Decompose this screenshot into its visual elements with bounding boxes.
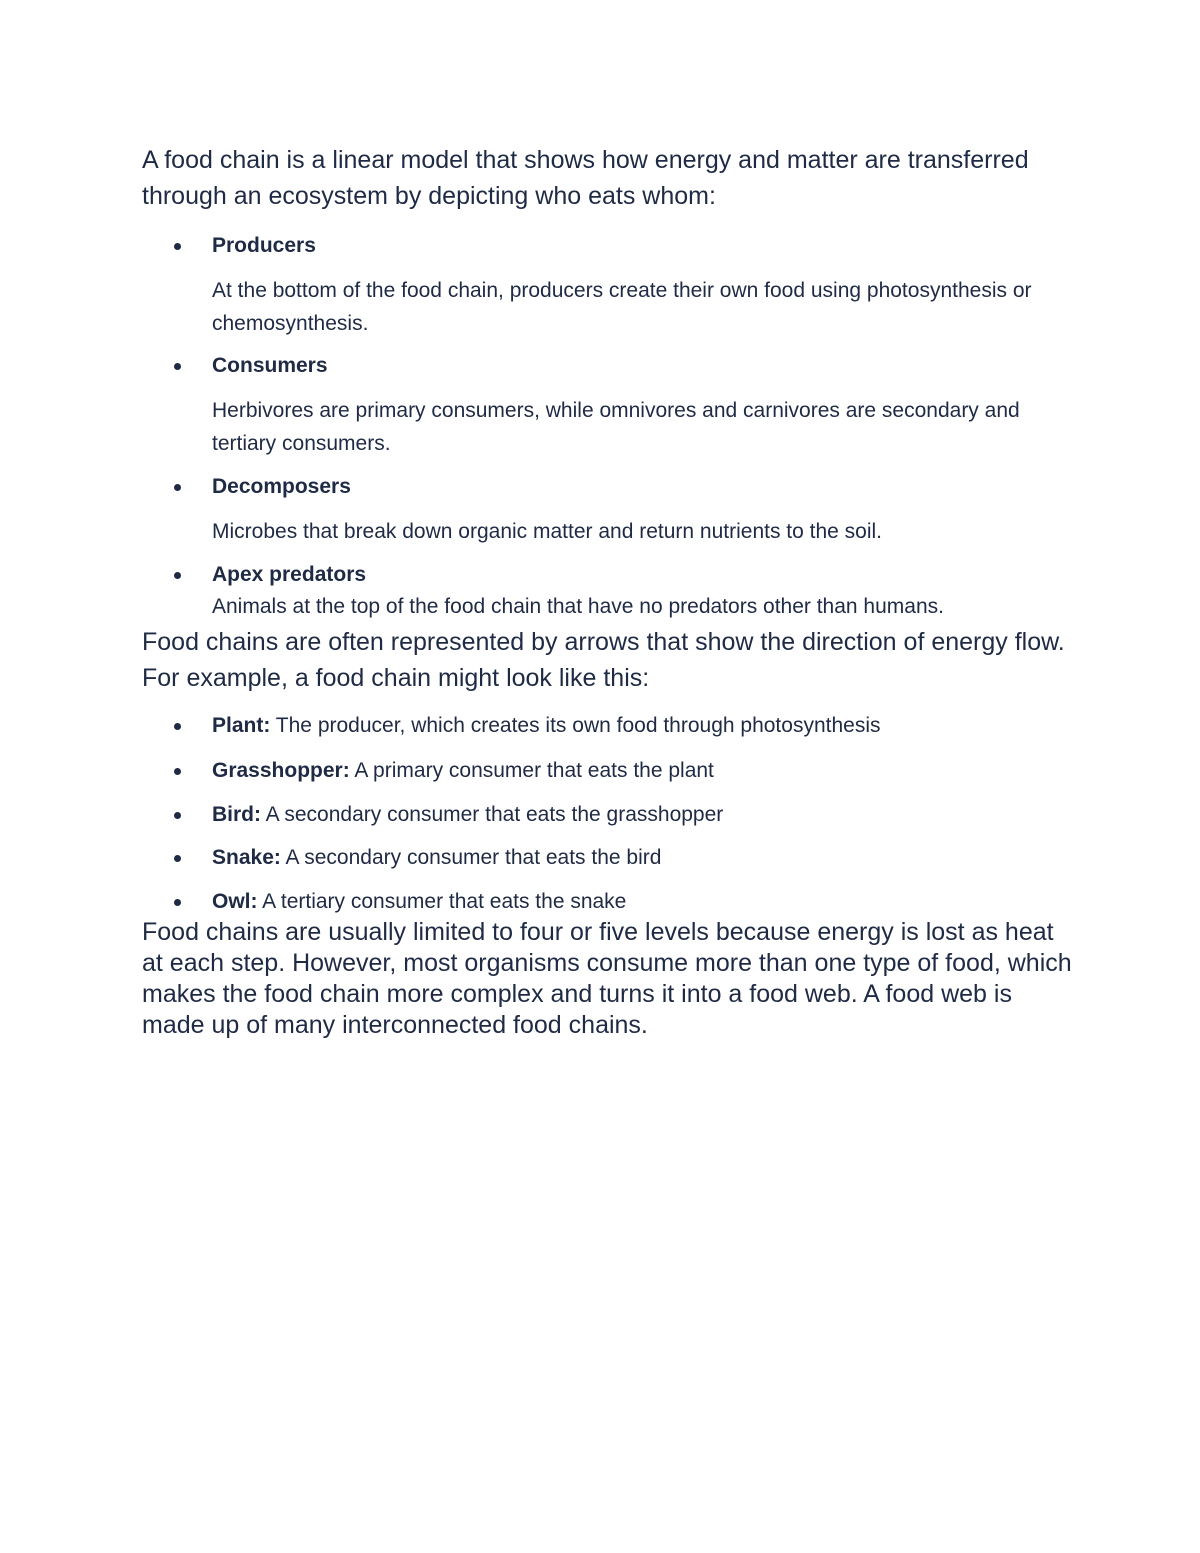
example-description: The producer, which creates its own food through photosynthesis <box>270 714 881 737</box>
bullet-icon <box>174 812 181 819</box>
example-text <box>212 755 714 787</box>
example-description: A primary consumer that eats the plant <box>349 759 714 782</box>
example-text <box>212 710 880 742</box>
example-description: A tertiary consumer that eats the snake <box>257 890 627 913</box>
term-title: Producers <box>212 234 316 257</box>
term-description: Animals at the top of the food chain that have no predators other than humans. <box>212 595 944 618</box>
term-description: Herbivores are primary consumers, while omnivores and carnivores are secondary and tertiary consumers. <box>212 399 1020 455</box>
bullet-icon <box>174 484 181 491</box>
term-description: At the bottom of the food chain, producers create their own food using photosynthesis or chemosynthesis. <box>212 279 1032 335</box>
conclusion-paragraph: Food chains are usually limited to four or five levels because energy is lost as heat at each step. However, most organisms consume more than one type of food, which makes the food chain more complex and turns it into a food web. A food web is made up of many interconnected food chains. <box>142 918 1072 1039</box>
intro-paragraph: A food chain is a linear model that shows how energy and matter are transferred through an ecosystem by depicting who eats whom: <box>142 146 1029 210</box>
example-description: A secondary consumer that eats the bird <box>280 846 662 869</box>
bullet-icon <box>174 243 181 250</box>
example-name: Grasshopper: <box>212 759 350 782</box>
bullet-icon <box>174 572 181 579</box>
bullet-icon <box>174 363 181 370</box>
bullet-icon <box>174 899 181 906</box>
bullet-icon <box>174 855 181 862</box>
bullet-icon <box>174 723 181 730</box>
bullet-icon <box>174 768 181 775</box>
example-description: A secondary consumer that eats the grasshopper <box>261 803 724 826</box>
example-name: Plant: <box>212 714 271 737</box>
example-name: Snake: <box>212 846 281 869</box>
term-title: Consumers <box>212 354 328 377</box>
example-text <box>212 842 661 874</box>
example-intro-paragraph: Food chains are often represented by arrows that show the direction of energy flow. For example, a food chain might look like this: <box>142 628 1065 692</box>
term-title: Apex predators <box>212 563 367 586</box>
term-title: Decomposers <box>212 475 351 498</box>
example-name: Bird: <box>212 803 261 826</box>
example-text <box>212 886 626 918</box>
term-description: Microbes that break down organic matter and return nutrients to the soil. <box>212 520 883 543</box>
example-name: Owl: <box>212 890 258 913</box>
example-text <box>212 799 723 831</box>
